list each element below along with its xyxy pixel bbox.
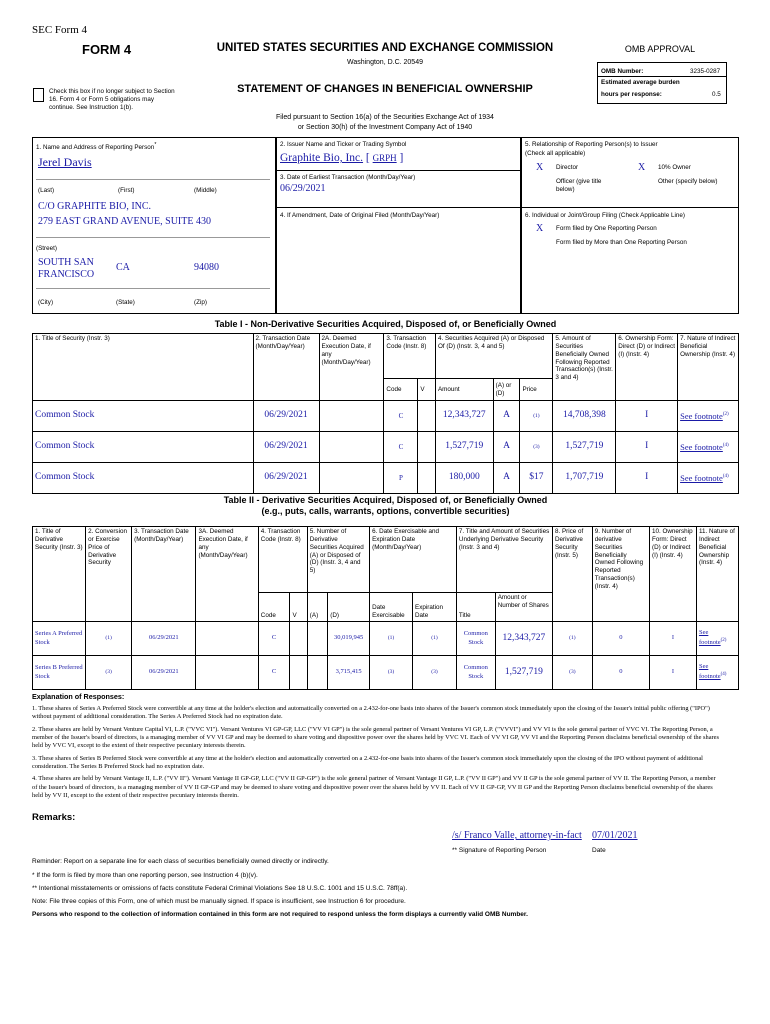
t2-title: Series B Preferred Stock bbox=[33, 656, 86, 690]
table2 bbox=[32, 526, 739, 690]
footnote-link[interactable]: See footnote bbox=[680, 472, 723, 483]
table2-row bbox=[33, 622, 739, 656]
footnote-link[interactable]: See footnote bbox=[698, 629, 721, 647]
t1-owned: 1,527,719 bbox=[553, 432, 616, 463]
t1-price: $17 bbox=[520, 463, 553, 494]
footer-1: Reminder: Report on a separate line for each class of securities beneficially owned directly or indirectly. bbox=[32, 858, 329, 865]
t1-title: Common Stock bbox=[33, 463, 254, 494]
city-value: SOUTH SAN FRANCISCO bbox=[38, 257, 95, 280]
explanation-list bbox=[32, 705, 722, 800]
footnote-link[interactable]: See footnote bbox=[698, 663, 721, 681]
footer-4: Note: File three copies of this Form, one of which must be manually signed. If space is insufficient, see Instruction 6 for procedure. bbox=[32, 898, 406, 905]
hours-label: hours per response: bbox=[601, 91, 662, 98]
box1-label: 1. Name and Address of Reporting Person* bbox=[36, 142, 157, 152]
table1-row bbox=[33, 432, 739, 463]
t2-a bbox=[307, 622, 327, 656]
filed-line-2: or Section 30(h) of the Investment Company Act of 1940 bbox=[297, 124, 473, 131]
box4-label: 4. If Amendment, Date of Original Filed (Month/Day/Year) bbox=[280, 212, 440, 219]
no-longer-subject-checkbox[interactable] bbox=[33, 88, 44, 102]
t1-deemed bbox=[319, 463, 384, 494]
t1-code: C bbox=[384, 401, 418, 432]
t2-sub-v: V bbox=[290, 593, 307, 622]
box5-label: 5. Relationship of Reporting Person(s) to Issuer bbox=[525, 141, 658, 148]
t1-date: 06/29/2021 bbox=[253, 401, 319, 432]
table2-row bbox=[33, 656, 739, 690]
t1-h2: 2. Transaction Date (Month/Day/Year) bbox=[253, 334, 319, 401]
t1-h3: 3. Transaction Code (Instr. 8) bbox=[384, 334, 436, 379]
other-label: Other (specify below) bbox=[658, 178, 718, 185]
t2-exer: (1) bbox=[370, 622, 413, 656]
t2-sub-exer: Date Exercisable bbox=[370, 593, 413, 622]
table1-title: Table I - Non-Derivative Securities Acquired, Disposed of, or Beneficially Owned bbox=[214, 319, 557, 329]
state-value: CA bbox=[116, 262, 130, 273]
t2-h10: 10. Ownership Form: Direct (D) or Indirect (I) (Instr. 4) bbox=[649, 527, 696, 622]
t1-date: 06/29/2021 bbox=[253, 463, 319, 494]
signature-date: 07/01/2021 bbox=[592, 830, 638, 841]
first-label: (First) bbox=[118, 187, 135, 194]
middle-label: (Middle) bbox=[194, 187, 217, 194]
table1 bbox=[32, 333, 739, 494]
city-line: Washington, D.C. 20549 bbox=[346, 59, 423, 66]
t1-ad: A bbox=[493, 401, 520, 432]
t2-conv: (1) bbox=[86, 622, 132, 656]
footnote-ref: (4) bbox=[722, 443, 729, 449]
t2-sub-d: (D) bbox=[328, 593, 370, 622]
t2-d: 30,019,945 bbox=[328, 622, 370, 656]
one-person-label: Form filed by One Reporting Person bbox=[556, 225, 657, 232]
footnote-link[interactable]: See footnote bbox=[680, 441, 723, 452]
box6-label: 6. Individual or Joint/Group Filing (Check Applicable Line) bbox=[525, 212, 685, 219]
footer-3: ** Intentional misstatements or omissions of facts constitute Federal Criminal Violations See 18 U.S.C. 1001 and 15 U.S.C. 78ff(a). bbox=[32, 885, 408, 892]
t1-v bbox=[418, 401, 436, 432]
owner-label: 10% Owner bbox=[658, 164, 691, 171]
t2-h4: 4. Transaction Code (Instr. 8) bbox=[258, 527, 307, 593]
last-label: (Last) bbox=[38, 187, 55, 194]
box5-sub: (Check all applicable) bbox=[525, 150, 586, 157]
t1-nature bbox=[678, 463, 739, 494]
t2-sub-exp: Expiration Date bbox=[413, 593, 457, 622]
sec-form-label: SEC Form 4 bbox=[32, 24, 88, 36]
t1-v bbox=[418, 463, 436, 494]
owner-mark[interactable]: X bbox=[638, 162, 646, 173]
t2-sub-code: Code bbox=[258, 593, 290, 622]
burden-label: Estimated average burden bbox=[601, 79, 680, 86]
t1-h4: 4. Securities Acquired (A) or Disposed Of (D) (Instr. 3, 4 and 5) bbox=[435, 334, 552, 379]
t2-h3: 3. Transaction Date (Month/Day/Year) bbox=[132, 527, 196, 622]
footnote-ref: (4) bbox=[722, 474, 729, 480]
t1-amount: 180,000 bbox=[435, 463, 493, 494]
t1-owned: 14,708,398 bbox=[553, 401, 616, 432]
t1-amount: 1,527,719 bbox=[435, 432, 493, 463]
box3-label: 3. Date of Earliest Transaction (Month/Day/Year) bbox=[280, 174, 416, 181]
director-label: Director bbox=[556, 164, 579, 171]
director-mark[interactable]: X bbox=[536, 162, 544, 173]
t1-v bbox=[418, 432, 436, 463]
t2-utitle: Common Stock bbox=[456, 656, 495, 690]
t2-form: I bbox=[649, 656, 696, 690]
t2-code: C bbox=[258, 622, 290, 656]
t1-nature bbox=[678, 432, 739, 463]
t2-price: (3) bbox=[552, 656, 592, 690]
t1-code: C bbox=[384, 432, 418, 463]
table2-subtitle: (e.g., puts, calls, warrants, options, convertible securities) bbox=[261, 506, 510, 516]
footnote-ref: (4) bbox=[720, 671, 727, 677]
explanation-1: 1. These shares of Series A Preferred Stock were convertible at any time at the holder's election and automatically converted on a 2.432-for-one basis into shares of the Issuer's common stock immediately upon the closing of the Issuer's initial public offering ("IPO") without payment of additional consideration. The Series A Preferred Stock had no expiration date. bbox=[32, 705, 710, 721]
t1-title: Common Stock bbox=[33, 401, 254, 432]
t1-owned: 1,707,719 bbox=[553, 463, 616, 494]
table1-row bbox=[33, 401, 739, 432]
t2-exp: (3) bbox=[413, 656, 457, 690]
one-person-mark[interactable]: X bbox=[536, 223, 544, 234]
t2-date: 06/29/2021 bbox=[132, 656, 196, 690]
t1-h1: 1. Title of Security (Instr. 3) bbox=[33, 334, 254, 401]
issuer-name[interactable]: Graphite Bio, Inc. bbox=[280, 152, 364, 164]
t1-form: I bbox=[616, 401, 678, 432]
statement-title: STATEMENT OF CHANGES IN BENEFICIAL OWNERSHIP bbox=[237, 83, 533, 95]
t2-a bbox=[307, 656, 327, 690]
t2-v bbox=[290, 622, 307, 656]
signature-label: ** Signature of Reporting Person bbox=[452, 847, 547, 854]
explanation-title: Explanation of Responses: bbox=[32, 692, 125, 701]
t2-h8: 8. Price of Derivative Security (Instr. 5) bbox=[552, 527, 592, 622]
t2-shares: 1,527,719 bbox=[495, 656, 552, 690]
t2-h6: 6. Date Exercisable and Expiration Date (Month/Day/Year) bbox=[370, 527, 457, 593]
omb-number: 3235-0287 bbox=[690, 68, 721, 75]
t2-conv: (3) bbox=[86, 656, 132, 690]
t2-utitle: Common Stock bbox=[456, 622, 495, 656]
form-title: FORM 4 bbox=[82, 42, 132, 57]
t1-nature bbox=[678, 401, 739, 432]
city-label: (City) bbox=[38, 299, 54, 306]
t2-sub-a: (A) bbox=[307, 593, 327, 622]
remarks-title: Remarks: bbox=[32, 812, 76, 823]
earliest-date: 06/29/2021 bbox=[280, 183, 326, 194]
t2-exer: (3) bbox=[370, 656, 413, 690]
t2-h11: 11. Nature of Indirect Beneficial Ownership (Instr. 4) bbox=[696, 527, 738, 622]
checkbox-text: Check this box if no longer subject to Section 16. Form 4 or Form 5 obligations may continue. See Instruction 1(b). bbox=[49, 88, 175, 111]
t1-h5: 5. Amount of Securities Beneficially Owned Following Reported Transaction(s) (Instr. 3 and 4) bbox=[553, 334, 616, 401]
t1-ad: A bbox=[493, 432, 520, 463]
t1-sub-price: Price bbox=[520, 379, 553, 401]
omb-approval-title: OMB APPROVAL bbox=[624, 44, 696, 54]
t2-h5: 5. Number of Derivative Securities Acquired (A) or Disposed of (D) (Instr. 3, 4 and 5) bbox=[307, 527, 369, 593]
t1-form: I bbox=[616, 432, 678, 463]
address-line-2: 279 EAST GRAND AVENUE, SUITE 430 bbox=[38, 216, 211, 227]
zip-label: (Zip) bbox=[194, 299, 207, 306]
t2-sub-title: Title bbox=[456, 593, 495, 622]
t2-form: I bbox=[649, 622, 696, 656]
box2-label: 2. Issuer Name and Ticker or Trading Symbol bbox=[280, 141, 407, 148]
t1-code: P bbox=[384, 463, 418, 494]
footnote-link[interactable]: See footnote bbox=[680, 410, 723, 421]
t1-ad: A bbox=[493, 463, 520, 494]
footer-2: * If the form is filed by more than one reporting person, see Instruction 4 (b)(v). bbox=[32, 872, 258, 879]
table2-title: Table II - Derivative Securities Acquired, Disposed of, or Beneficially Owned bbox=[223, 495, 548, 505]
address-line-1: C/O GRAPHITE BIO, INC. bbox=[38, 201, 152, 212]
street-label: (Street) bbox=[36, 245, 57, 252]
date-label: Date bbox=[592, 847, 606, 854]
zip-value: 94080 bbox=[194, 262, 219, 273]
t1-form: I bbox=[616, 463, 678, 494]
t2-shares: 12,343,727 bbox=[495, 622, 552, 656]
t1-h2a: 2A. Deemed Execution Date, if any (Month/Day/Year) bbox=[319, 334, 384, 401]
t1-price: (3) bbox=[520, 432, 553, 463]
t2-num: 0 bbox=[592, 622, 649, 656]
footer-5: Persons who respond to the collection of information contained in this form are not required to respond unless the form displays a currently valid OMB Number. bbox=[32, 911, 528, 918]
t1-sub-amount: Amount bbox=[435, 379, 493, 401]
t1-sub-code: Code bbox=[384, 379, 418, 401]
signature: /s/ Franco Valle, attorney-in-fact bbox=[452, 830, 582, 841]
t2-price: (1) bbox=[552, 622, 592, 656]
t1-sub-v: V bbox=[418, 379, 436, 401]
t1-deemed bbox=[319, 432, 384, 463]
explanation-4: 4. These shares are held by Versant Vantage II, L.P. ("VV II"). Versant Vantage II GP-GP, LLC ("VV II GP-GP") is the sole general partner of Versant Vantage II GP, L.P. ("VV II GP") and VV II GP is the sole general partner of VV II. The Reporting Person, a member of the Issuer's board of directors, is a managing member of VV II GP-GP and may be deemed to share voting and dispositive power over the shares held by VV II. Each of VV II GP-GP, VV II GP and the Reporting Person disclaims beneficial ownership of the shares held by VV II, except to the extent of their respective pecuniary interests therein. bbox=[32, 775, 716, 799]
footnote-ref: (2) bbox=[720, 637, 727, 643]
officer-label: Officer (give title below) bbox=[556, 178, 602, 193]
t2-h1: 1. Title of Derivative Security (Instr. 3) bbox=[33, 527, 86, 622]
more-persons-label: Form filed by More than One Reporting Person bbox=[556, 239, 687, 246]
t1-h6: 6. Ownership Form: Direct (D) or Indirect (I) (Instr. 4) bbox=[616, 334, 678, 401]
reporting-person-name[interactable]: Jerel Davis bbox=[38, 155, 92, 169]
t1-sub-ad: (A) or (D) bbox=[493, 379, 520, 401]
filed-line-1: Filed pursuant to Section 16(a) of the Securities Exchange Act of 1934 bbox=[276, 114, 494, 121]
t2-nature bbox=[696, 622, 738, 656]
explanation-3: 3. These shares of Series B Preferred Stock were convertible at any time at the holder's election and automatically converted on a 2.432-for-one basis into shares of the Issuer's common stock immediately upon the closing of the IPO without payment of additional consideration. The Series B Preferred Stock had no expiration date. bbox=[32, 754, 703, 770]
t2-code: C bbox=[258, 656, 290, 690]
t2-h7: 7. Title and Amount of Securities Underlying Derivative Security (Instr. 3 and 4) bbox=[456, 527, 552, 593]
t1-amount: 12,343,727 bbox=[435, 401, 493, 432]
t2-deemed bbox=[196, 656, 258, 690]
issuer-line: Graphite Bio, Inc. [ GRPH ] bbox=[280, 152, 404, 164]
t2-nature bbox=[696, 656, 738, 690]
commission-title: UNITED STATES SECURITIES AND EXCHANGE COMMISSION bbox=[216, 42, 554, 54]
t1-price: (1) bbox=[520, 401, 553, 432]
t1-h7: 7. Nature of Indirect Beneficial Ownership (Instr. 4) bbox=[678, 334, 739, 401]
t1-title: Common Stock bbox=[33, 432, 254, 463]
omb-number-label: OMB Number: bbox=[601, 68, 644, 75]
footnote-ref: (2) bbox=[722, 412, 729, 418]
t2-title: Series A Preferred Stock bbox=[33, 622, 86, 656]
t2-deemed bbox=[196, 622, 258, 656]
table1-row bbox=[33, 463, 739, 494]
t1-deemed bbox=[319, 401, 384, 432]
t2-exp: (1) bbox=[413, 622, 457, 656]
t2-v bbox=[290, 656, 307, 690]
t2-h9: 9. Number of derivative Securities Beneficially Owned Following Reported Transaction(s) (Instr. 4) bbox=[592, 527, 649, 622]
t1-date: 06/29/2021 bbox=[253, 432, 319, 463]
explanation-2: 2. These shares are held by Versant Venture Capital VI, L.P. ("VVC VI"). Versant Ventures VI GP-GP, LLC ("VV VI GP") is the sole general partner of Versant Ventures VI GP, L.P. ("VVVI") and VV VI is the sole general partner of VVC VI. The Reporting Person, a member of the Issuer's board of directors, is a managing member of VV VI GP and may be deemed to share voting and dispositive power over the shares held by VVC VI. Each of VV VI GP, VV VI and the Reporting Person disclaims beneficial ownership of the shares held by VVC VI, except to the extent of their respective pecuniary interests therein. bbox=[32, 725, 719, 750]
hours-value: 0.5 bbox=[712, 91, 721, 98]
t2-h2: 2. Conversion or Exercise Price of Derivative Security bbox=[86, 527, 132, 622]
t2-date: 06/29/2021 bbox=[132, 622, 196, 656]
ticker[interactable]: GRPH bbox=[372, 153, 397, 163]
state-label: (State) bbox=[116, 299, 135, 306]
t2-num: 0 bbox=[592, 656, 649, 690]
t2-sub-shares: Amount or Number of Shares bbox=[495, 593, 552, 622]
t2-d: 3,715,415 bbox=[328, 656, 370, 690]
t2-h3a: 3A. Deemed Execution Date, if any (Month/Day/Year) bbox=[196, 527, 258, 622]
